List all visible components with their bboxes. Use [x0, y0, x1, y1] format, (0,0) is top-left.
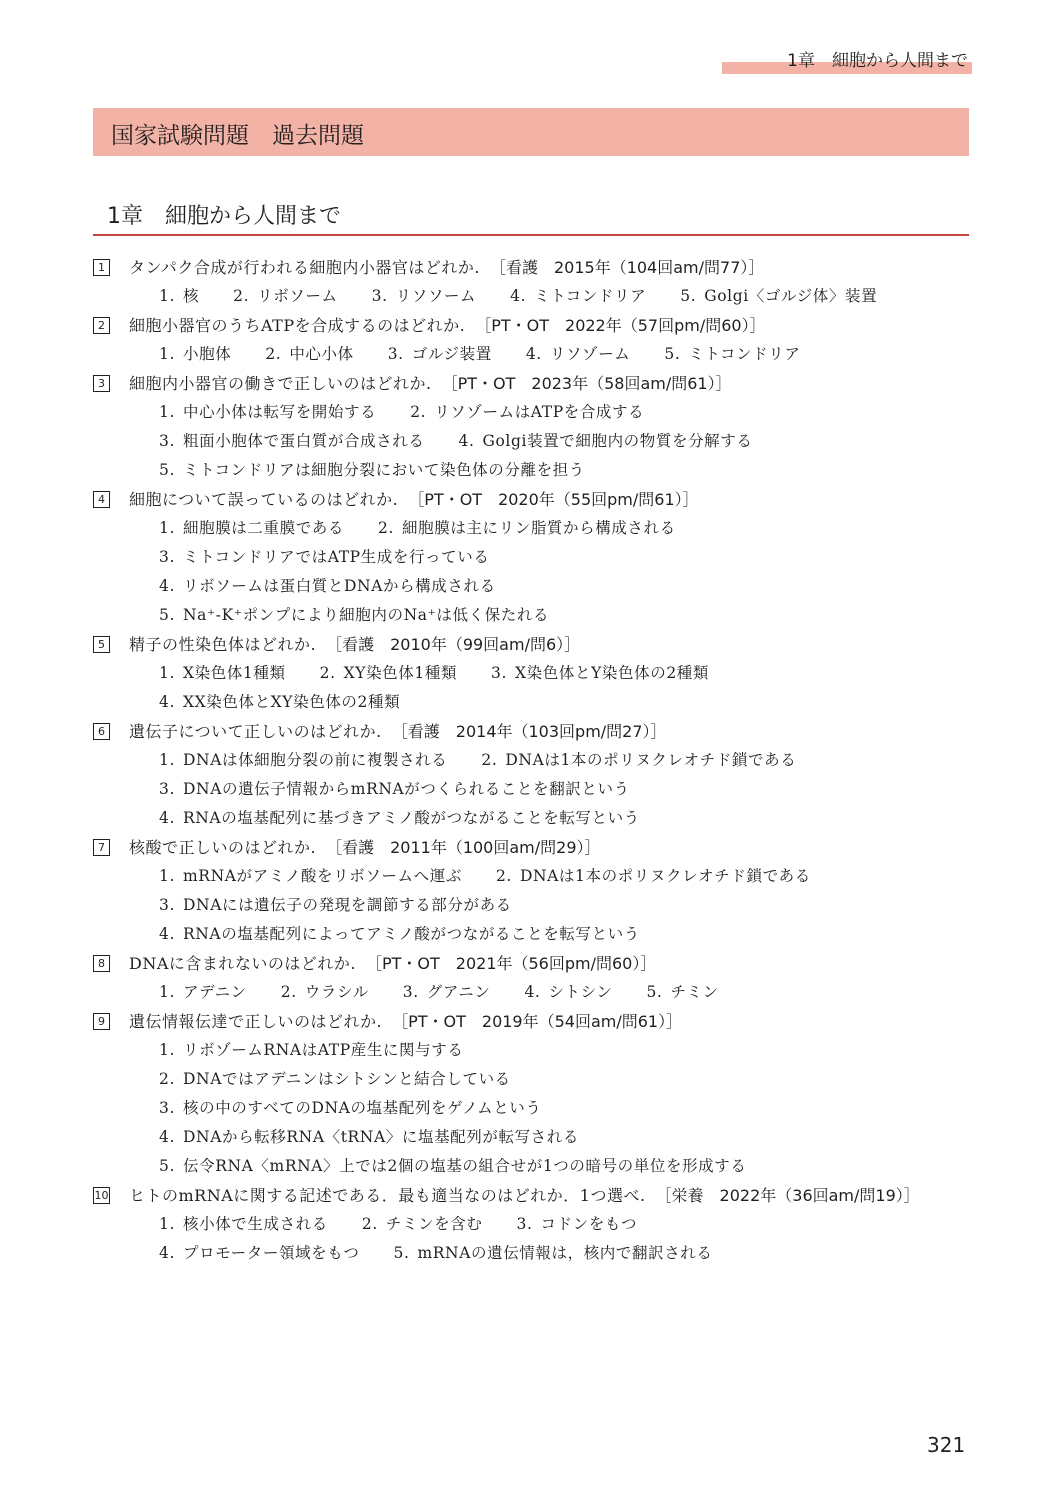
answer-option	[491, 659, 709, 688]
answer-option	[159, 572, 496, 601]
option-text: リボゾームRNAはATP産生に関与する	[183, 1041, 464, 1059]
question-text: 細胞内小器官の働きで正しいのはどれか.	[129, 374, 432, 393]
answer-option	[159, 1123, 579, 1152]
answer-option	[159, 1239, 359, 1268]
option-number: 3.	[159, 896, 175, 914]
option-number: 3.	[516, 1215, 533, 1233]
answer-option	[159, 775, 630, 804]
answer-option	[510, 282, 646, 311]
answer-option	[459, 427, 753, 456]
option-number: 4.	[159, 809, 175, 827]
answer-option	[159, 601, 549, 630]
answer-option	[388, 340, 492, 369]
chapter-title: 1章 細胞から人間まで	[107, 204, 341, 229]
option-text: ミトコンドリア	[534, 287, 647, 305]
question-line	[93, 949, 993, 978]
option-text: ウラシル	[304, 983, 369, 1001]
answer-option	[159, 862, 462, 891]
option-text: 中心小体は転写を開始する	[183, 403, 377, 421]
section-banner	[93, 108, 969, 156]
question-number: 6	[93, 723, 110, 740]
answer-option	[362, 1210, 483, 1239]
option-number: 1.	[159, 1041, 175, 1059]
question-number: 5	[93, 636, 110, 653]
option-number: 3.	[159, 548, 175, 566]
question-number: 4	[93, 491, 110, 508]
answer-option	[372, 282, 477, 311]
answer-option	[410, 398, 644, 427]
option-row	[93, 572, 993, 601]
question-number: 9	[93, 1013, 110, 1030]
option-number: 5.	[159, 606, 175, 624]
answer-option	[159, 543, 489, 572]
option-text: DNAは1本のポリヌクレオチド鎖である	[519, 867, 811, 885]
option-row	[93, 398, 993, 427]
answer-option	[646, 978, 718, 1007]
option-number: 4.	[159, 693, 175, 711]
question-item	[93, 1181, 993, 1268]
option-text: Na⁺-K⁺ポンプにより細胞内のNa⁺は低く保たれる	[183, 606, 550, 624]
option-number: 2.	[233, 287, 250, 305]
option-number: 3.	[159, 1099, 175, 1117]
question-source: ［PT・OT 2023年（58回am/問61）］	[441, 374, 732, 393]
option-text: アデニン	[183, 983, 247, 1001]
option-number: 3.	[159, 780, 175, 798]
question-source: ［看護 2010年（99回am/問6）］	[326, 635, 581, 654]
option-number: 3.	[402, 983, 419, 1001]
option-text: 中心小体	[289, 345, 354, 363]
option-number: 1.	[159, 403, 175, 421]
answer-option	[159, 1065, 511, 1094]
question-item	[93, 833, 993, 949]
answer-option	[526, 340, 631, 369]
answer-option	[159, 398, 376, 427]
option-number: 2.	[361, 1215, 378, 1233]
option-row	[93, 688, 993, 717]
option-text: ミトコンドリアは細胞分裂において染色体の分離を担う	[183, 461, 585, 479]
question-source: ［PT・OT 2019年（54回am/問61）］	[392, 1012, 683, 1031]
option-number: 4.	[159, 925, 175, 943]
option-number: 3.	[371, 287, 388, 305]
option-text: XY染色体1種類	[343, 664, 458, 682]
option-number: 1.	[159, 287, 175, 305]
option-text: X染色体1種類	[183, 664, 286, 682]
question-item	[93, 630, 993, 717]
option-text: RNAの塩基配列に基づきアミノ酸がつながることを転写という	[183, 809, 640, 827]
option-row	[93, 1036, 993, 1065]
option-text: 粗面小胞体で蛋白質が合成される	[183, 432, 425, 450]
answer-option	[159, 920, 640, 949]
option-text: ミトコンドリアではATP生成を行っている	[183, 548, 490, 566]
answer-option	[159, 1094, 542, 1123]
option-text: リソソーム	[395, 287, 477, 305]
running-header	[722, 46, 972, 74]
option-row	[93, 340, 993, 369]
option-number: 5.	[159, 461, 175, 479]
option-number: 5.	[159, 1157, 175, 1175]
option-number: 4.	[159, 1244, 175, 1262]
option-text: Golgi〈ゴルジ体〉装置	[704, 287, 878, 305]
question-item	[93, 253, 993, 311]
section-title: 国家試験問題 過去問題	[111, 123, 364, 149]
question-text: 細胞について誤っているのはどれか.	[129, 490, 399, 509]
question-text: DNAに含まれないのはどれか.	[129, 954, 356, 973]
option-text: DNAの遺伝子情報からmRNAがつくられることを翻訳という	[183, 780, 630, 798]
answer-option	[159, 1210, 328, 1239]
option-text: リソゾームはATPを合成する	[434, 403, 645, 421]
running-header-label: 1章 細胞から人間まで	[787, 51, 968, 71]
option-number: 1.	[159, 664, 175, 682]
question-item	[93, 1007, 993, 1181]
question-line	[93, 311, 993, 340]
question-line	[93, 485, 993, 514]
option-row	[93, 282, 993, 311]
answer-option	[159, 978, 247, 1007]
option-row	[93, 1065, 993, 1094]
question-source: ［看護 2015年（104回am/問77）］	[489, 258, 765, 277]
answer-option	[281, 978, 369, 1007]
option-text: 核の中のすべてのDNAの塩基配列をゲノムという	[183, 1099, 542, 1117]
option-text: DNAには遺伝子の発現を調節する部分がある	[183, 896, 512, 914]
option-row	[93, 1210, 993, 1239]
question-item	[93, 369, 993, 485]
question-item	[93, 717, 993, 833]
option-row	[93, 514, 993, 543]
question-text: 遺伝子について正しいのはどれか.	[129, 722, 382, 741]
question-number: 10	[94, 1189, 109, 1202]
question-line	[93, 253, 993, 282]
answer-option	[517, 1210, 638, 1239]
option-number: 2.	[410, 403, 427, 421]
question-line	[93, 1007, 993, 1036]
answer-option	[159, 340, 231, 369]
answer-option	[524, 978, 612, 1007]
option-row	[93, 601, 993, 630]
option-number: 4.	[159, 577, 175, 595]
option-row	[93, 1094, 993, 1123]
option-number: 3.	[491, 664, 508, 682]
answer-option	[159, 456, 585, 485]
question-line	[93, 1181, 993, 1210]
option-text: DNAから転移RNA〈tRNA〉に塩基配列が転写される	[183, 1128, 579, 1146]
answer-option	[320, 659, 457, 688]
option-row	[93, 978, 993, 1007]
option-number: 1.	[159, 1215, 175, 1233]
answer-option	[233, 282, 338, 311]
option-number: 5.	[646, 983, 663, 1001]
option-row	[93, 659, 993, 688]
option-text: mRNAがアミノ酸をリボソームへ運ぶ	[183, 867, 462, 885]
option-row	[93, 1152, 993, 1181]
option-text: 核	[183, 287, 200, 305]
question-list	[93, 253, 993, 1268]
option-number: 5.	[393, 1244, 410, 1262]
question-source: ［看護 2011年（100回am/問29）］	[326, 838, 601, 857]
answer-option	[159, 1036, 463, 1065]
option-text: DNAではアデニンはシトシンと結合している	[183, 1070, 511, 1088]
question-item	[93, 311, 993, 369]
option-row	[93, 862, 993, 891]
option-number: 4.	[524, 983, 541, 1001]
option-text: ゴルジ装置	[411, 345, 492, 363]
option-number: 3.	[387, 345, 404, 363]
answer-option	[378, 514, 676, 543]
option-number: 1.	[159, 867, 175, 885]
answer-option	[393, 1239, 712, 1268]
question-line	[93, 833, 993, 862]
option-number: 4.	[510, 287, 527, 305]
option-number: 2.	[319, 664, 336, 682]
question-text: タンパク合成が行われる細胞内小器官はどれか.	[129, 258, 480, 277]
question-source: ［看護 2014年（103回pm/問27）］	[391, 722, 667, 741]
option-number: 4.	[458, 432, 475, 450]
question-number: 3	[93, 375, 110, 392]
option-text: DNAは1本のポリヌクレオチド鎖である	[505, 751, 797, 769]
option-number: 4.	[159, 1128, 175, 1146]
answer-option	[159, 804, 640, 833]
option-row	[93, 543, 993, 572]
answer-option	[664, 340, 800, 369]
answer-option	[159, 746, 447, 775]
option-number: 3.	[159, 432, 175, 450]
option-number: 2.	[265, 345, 282, 363]
option-text: 細胞膜は主にリン脂質から構成される	[402, 519, 676, 537]
question-text: ヒトのmRNAに関する記述である．最も適当なのはどれか．1つ選べ.	[129, 1186, 646, 1205]
question-line	[93, 369, 993, 398]
answer-option	[680, 282, 877, 311]
option-number: 5.	[680, 287, 697, 305]
option-text: 伝令RNA〈mRNA〉上では2個の塩基の組合せが1つの暗号の単位を形成する	[183, 1157, 747, 1175]
question-number: 2	[93, 317, 110, 334]
option-row	[93, 1123, 993, 1152]
option-text: ミトコンドリア	[688, 345, 801, 363]
option-text: プロモーター領域をもつ	[183, 1244, 360, 1262]
question-number: 8	[93, 955, 110, 972]
question-source: ［PT・OT 2020年（55回pm/問61）］	[408, 490, 699, 509]
option-row	[93, 891, 993, 920]
option-number: 2.	[378, 519, 395, 537]
question-line	[93, 630, 993, 659]
option-text: シトシン	[548, 983, 613, 1001]
question-line	[93, 717, 993, 746]
option-number: 1.	[159, 751, 175, 769]
question-item	[93, 949, 993, 1007]
option-text: 細胞膜は二重膜である	[183, 519, 345, 537]
answer-option	[265, 340, 353, 369]
option-text: リソゾーム	[549, 345, 631, 363]
question-item	[93, 485, 993, 630]
option-text: リボソームは蛋白質とDNAから構成される	[183, 577, 496, 595]
option-number: 2.	[495, 867, 512, 885]
answer-option	[159, 891, 512, 920]
answer-option	[481, 746, 796, 775]
option-text: グアニン	[426, 983, 491, 1001]
question-text: 核酸で正しいのはどれか.	[129, 838, 317, 857]
question-text: 遺伝情報伝達で正しいのはどれか.	[129, 1012, 383, 1031]
option-row	[93, 746, 993, 775]
answer-option	[159, 514, 344, 543]
option-text: RNAの塩基配列によってアミノ酸がつながることを転写という	[183, 925, 640, 943]
option-text: 核小体で生成される	[183, 1215, 328, 1233]
answer-option	[159, 282, 199, 311]
option-number: 2.	[280, 983, 297, 1001]
option-number: 1.	[159, 345, 175, 363]
answer-option	[496, 862, 811, 891]
question-text: 細胞小器官のうちATPを合成するのはどれか.	[129, 316, 466, 335]
question-text: 精子の性染色体はどれか.	[129, 635, 317, 654]
option-number: 1.	[159, 983, 175, 1001]
option-text: 小胞体	[183, 345, 232, 363]
option-row	[93, 427, 993, 456]
option-text: チミンを含む	[385, 1215, 483, 1233]
question-source: ［栄養 2022年（36回am/問19）］	[655, 1186, 920, 1205]
answer-option	[159, 688, 400, 717]
option-text: リボソーム	[257, 287, 338, 305]
option-row	[93, 775, 993, 804]
option-row	[93, 1239, 993, 1268]
question-number: 7	[93, 839, 110, 856]
option-number: 1.	[159, 519, 175, 537]
option-text: XX染色体とXY染色体の2種類	[183, 693, 401, 711]
option-text: コドンをもつ	[540, 1215, 638, 1233]
answer-option	[403, 978, 491, 1007]
option-text: チミン	[670, 983, 719, 1001]
option-row	[93, 804, 993, 833]
question-source: ［PT・OT 2022年（57回pm/問60）］	[475, 316, 766, 335]
option-text: mRNAの遺伝情報は，核内で翻訳される	[417, 1244, 713, 1262]
option-row	[93, 920, 993, 949]
option-text: X染色体とY染色体の2種類	[515, 664, 709, 682]
question-number: 1	[93, 259, 110, 276]
chapter-heading	[93, 196, 969, 236]
answer-option	[159, 427, 425, 456]
option-number: 5.	[664, 345, 681, 363]
option-text: DNAは体細胞分裂の前に複製される	[183, 751, 448, 769]
answer-option	[159, 659, 286, 688]
question-source: ［PT・OT 2021年（56回pm/問60）］	[365, 954, 657, 973]
option-row	[93, 456, 993, 485]
option-number: 2.	[481, 751, 498, 769]
option-number: 4.	[525, 345, 542, 363]
option-text: Golgi装置で細胞内の物質を分解する	[482, 432, 753, 450]
page-number: 321	[927, 1433, 966, 1457]
answer-option	[159, 1152, 746, 1181]
option-number: 2.	[159, 1070, 175, 1088]
